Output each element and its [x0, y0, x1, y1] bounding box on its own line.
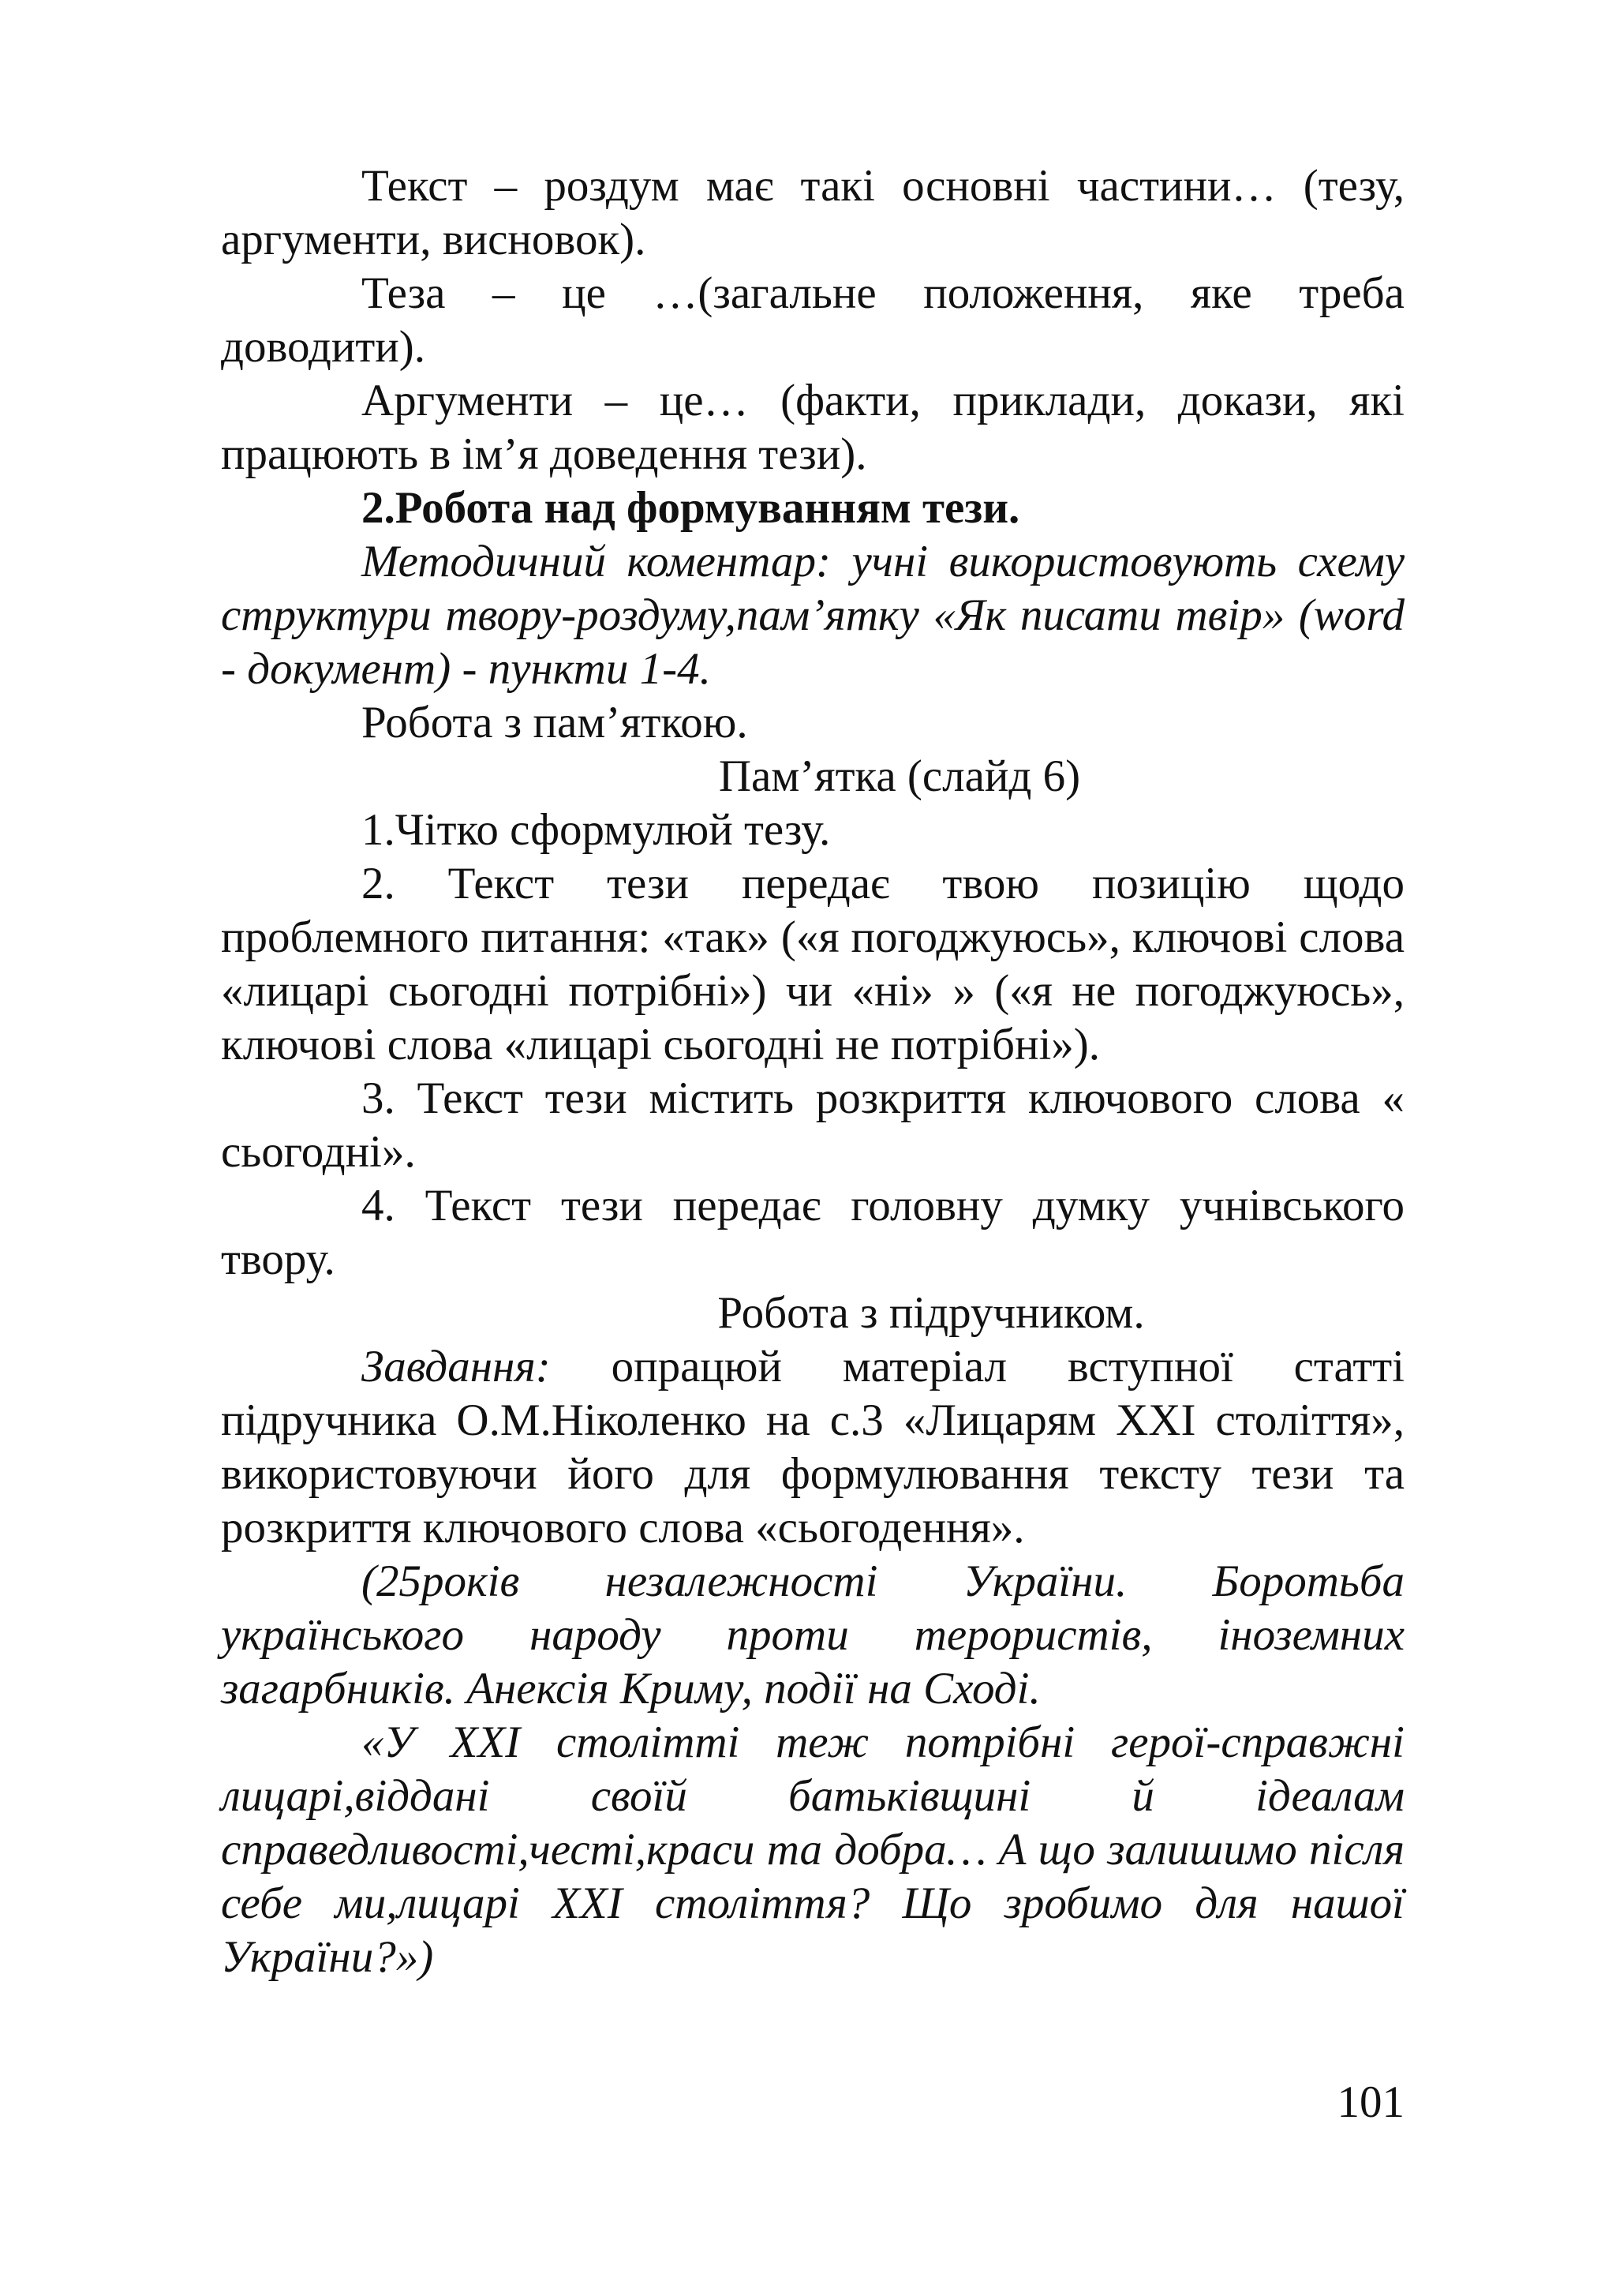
section-heading: 2.Робота над формуванням тези.	[361, 483, 1020, 533]
memo-item-3: 3. Текст тези містить розкриття ключового слова « сьогодні».	[221, 1073, 1405, 1177]
task-text: опрацюй матеріал вступної статті підручника О.М.Ніколенко на с.3 «Лицарям XXI століття», використовуючи його для формулювання тексту тези та розкриття ключового слова «сьогодення».	[221, 1342, 1405, 1553]
methodical-comment: Методичний коментар: учні використовують схему структури твору-роздуму,пам’ятку «Як писати твір» (word - документ) - пункти 1-4.	[221, 537, 1405, 694]
memo-item-4: 4. Текст тези передає головну думку учнівського твору.	[221, 1181, 1405, 1284]
paragraph-thesis-definition: Теза – це …(загальне положення, яке треба доводити).	[221, 268, 1405, 372]
paragraph-text-structure: Текст – роздум має такі основні частини… (тезу, аргументи, висновок).	[221, 161, 1405, 264]
textbook-work-title: Робота з підручником.	[717, 1288, 1145, 1338]
task-label: Завдання:	[361, 1342, 551, 1391]
memo-item-1: 1.Чітко сформулюй тезу.	[361, 805, 831, 855]
paragraph-arguments-definition: Аргументи – це… (факти, приклади, докази, які працюють в ім’я доведення тези).	[221, 376, 1405, 479]
italic-quote: «У XXI столітті теж потрібні герої-справжні лицарі,віддані своїй батьківщині й ідеалам справедливості,честі,краси та добра… А що залишимо після себе ми,лицарі XXI століття? Що зробимо для нашої України?»)	[221, 1717, 1405, 1982]
paragraph-memo-work: Робота з пам’яткою.	[361, 698, 748, 747]
italic-note-1: (25років незалежності України. Боротьба українського народу проти терористів, іноземних загарбників. Анексія Криму, події на Сході.	[221, 1556, 1405, 1714]
document-page	[221, 159, 1405, 1984]
memo-title: Пам’ятка (слайд 6)	[718, 751, 1081, 801]
page-number: 101	[1337, 2077, 1405, 2127]
task-paragraph	[221, 1340, 1405, 1555]
memo-item-2: 2. Текст тези передає твою позицію щодо проблемного питання: «так» («я погоджуюсь», ключові слова «лицарі сьогодні потрібні») чи «ні» » («я не погоджуюсь», ключові слова «лицарі сьогодні не потрібні»).	[221, 859, 1405, 1069]
